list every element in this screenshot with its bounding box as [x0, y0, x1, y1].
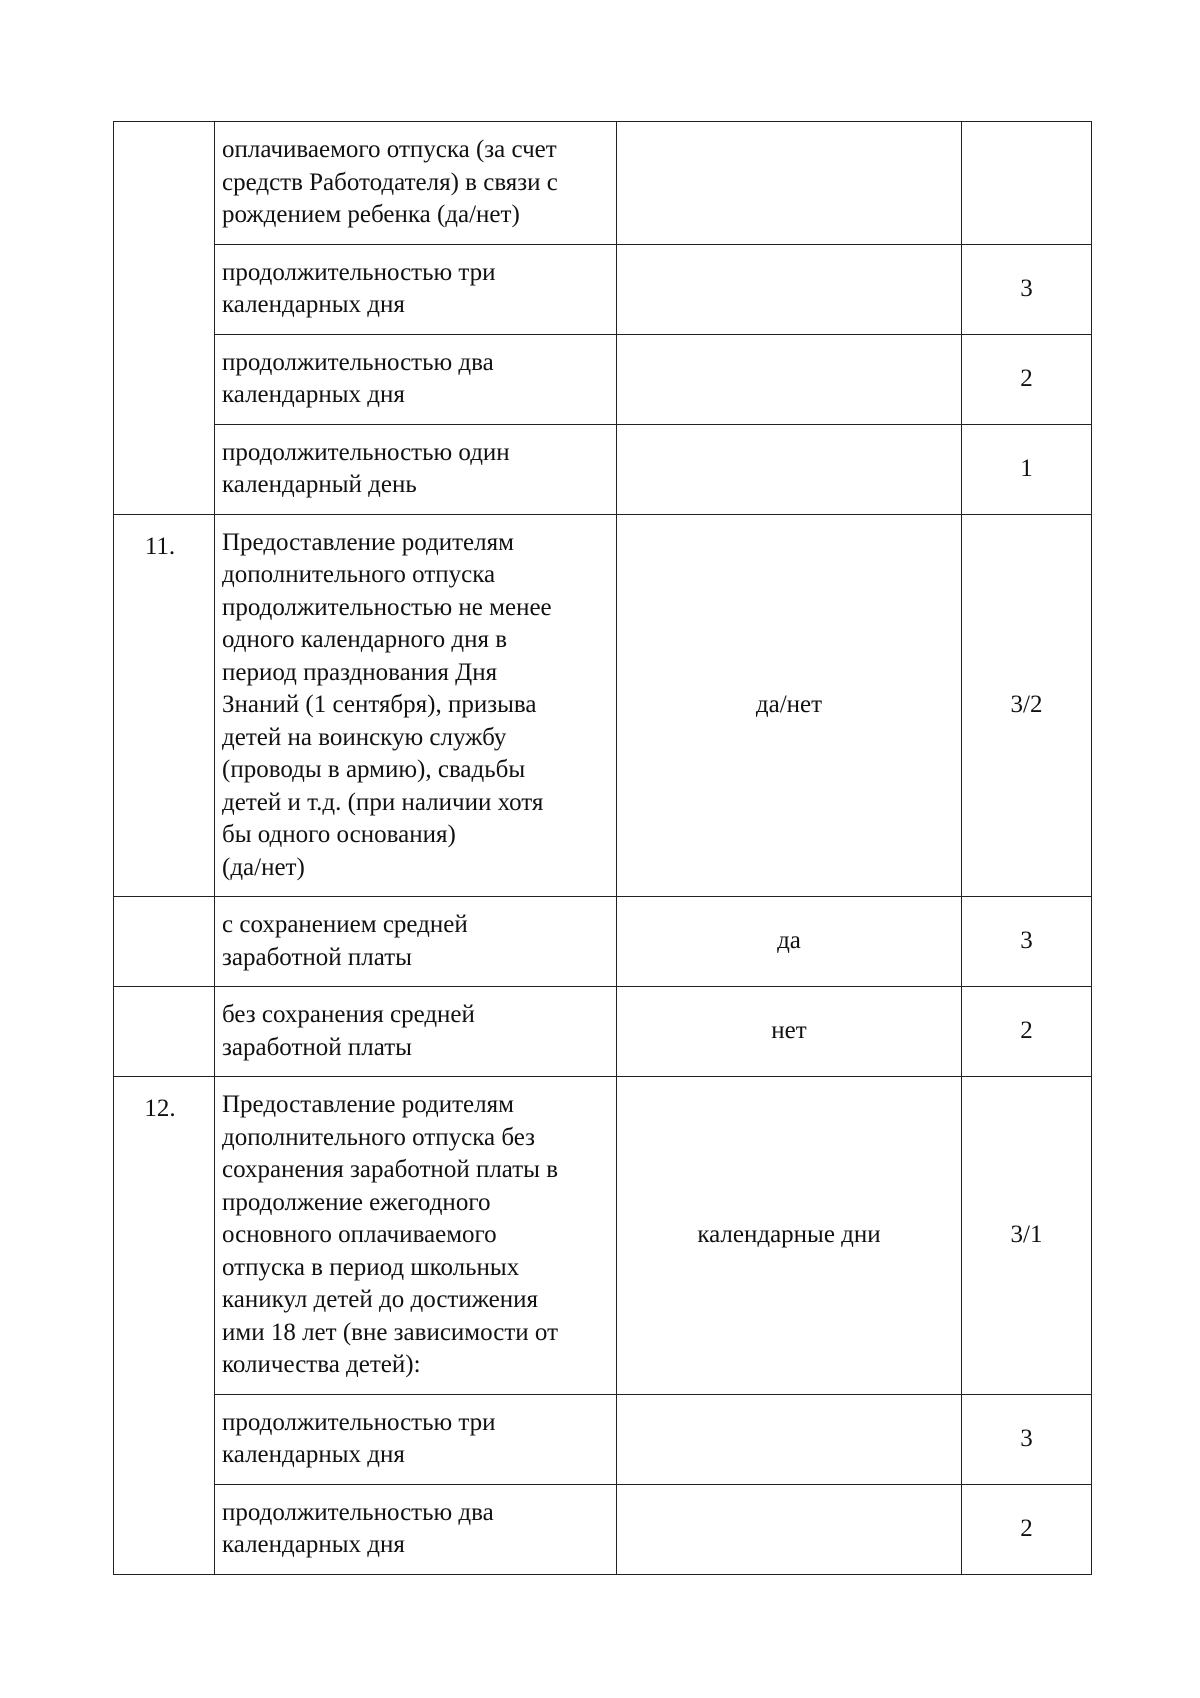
item-description-cell: продолжительностью два календарных дня	[215, 334, 617, 424]
measure-cell	[617, 1394, 962, 1484]
item-description-cell: без сохранения средней заработной платы	[215, 987, 617, 1077]
item-number-cell: 11.	[114, 514, 215, 897]
table-row	[114, 897, 1092, 987]
table-row	[114, 1484, 1092, 1574]
item-number-cell	[114, 122, 215, 515]
score-cell: 2	[962, 334, 1092, 424]
score-cell: 3	[962, 244, 1092, 334]
table-row	[114, 334, 1092, 424]
item-number-cell: 12.	[114, 1077, 215, 1575]
measure-cell	[617, 1484, 962, 1574]
item-number-cell	[114, 987, 215, 1077]
score-cell: 2	[962, 987, 1092, 1077]
document-page	[113, 121, 1091, 1575]
measure-cell: да/нет	[617, 514, 962, 897]
score-cell: 1	[962, 424, 1092, 514]
table-row	[114, 1077, 1092, 1395]
criteria-table	[113, 121, 1092, 1575]
item-description-cell: продолжительностью три календарных дня	[215, 1394, 617, 1484]
table-row	[114, 1394, 1092, 1484]
item-description-cell: продолжительностью один календарный день	[215, 424, 617, 514]
measure-cell	[617, 424, 962, 514]
score-cell: 3/1	[962, 1077, 1092, 1395]
item-description-cell: оплачиваемого отпуска (за счет средств Работодателя) в связи с рождением ребенка (да/нет)	[215, 122, 617, 245]
measure-cell: календарные дни	[617, 1077, 962, 1395]
item-number-cell	[114, 897, 215, 987]
score-cell: 3/2	[962, 514, 1092, 897]
table-row	[114, 514, 1092, 897]
item-description-cell: продолжительностью три календарных дня	[215, 244, 617, 334]
score-cell: 3	[962, 1394, 1092, 1484]
measure-cell	[617, 334, 962, 424]
measure-cell	[617, 122, 962, 245]
measure-cell: да	[617, 897, 962, 987]
item-description-cell: с сохранением средней заработной платы	[215, 897, 617, 987]
measure-cell: нет	[617, 987, 962, 1077]
item-description-cell: Предоставление родителям дополнительного отпуска без сохранения заработной платы в продолжение ежегодного основного оплачиваемого отпуска в период школьных каникул детей до достижения ими 18 лет (вне зависимости от количества детей):	[215, 1077, 617, 1395]
score-cell: 2	[962, 1484, 1092, 1574]
table-row	[114, 244, 1092, 334]
score-cell	[962, 122, 1092, 245]
table-row	[114, 987, 1092, 1077]
item-description-cell: продолжительностью два календарных дня	[215, 1484, 617, 1574]
score-cell: 3	[962, 897, 1092, 987]
measure-cell	[617, 244, 962, 334]
table-row	[114, 424, 1092, 514]
table-row	[114, 122, 1092, 245]
item-description-cell: Предоставление родителям дополнительного отпуска продолжительностью не менее одного календарного дня в период празднования Дня Знаний (1 сентября), призыва детей на воинскую службу (проводы в армию), свадьбы детей и т.д. (при наличии хотя бы одного основания) (да/нет)	[215, 514, 617, 897]
